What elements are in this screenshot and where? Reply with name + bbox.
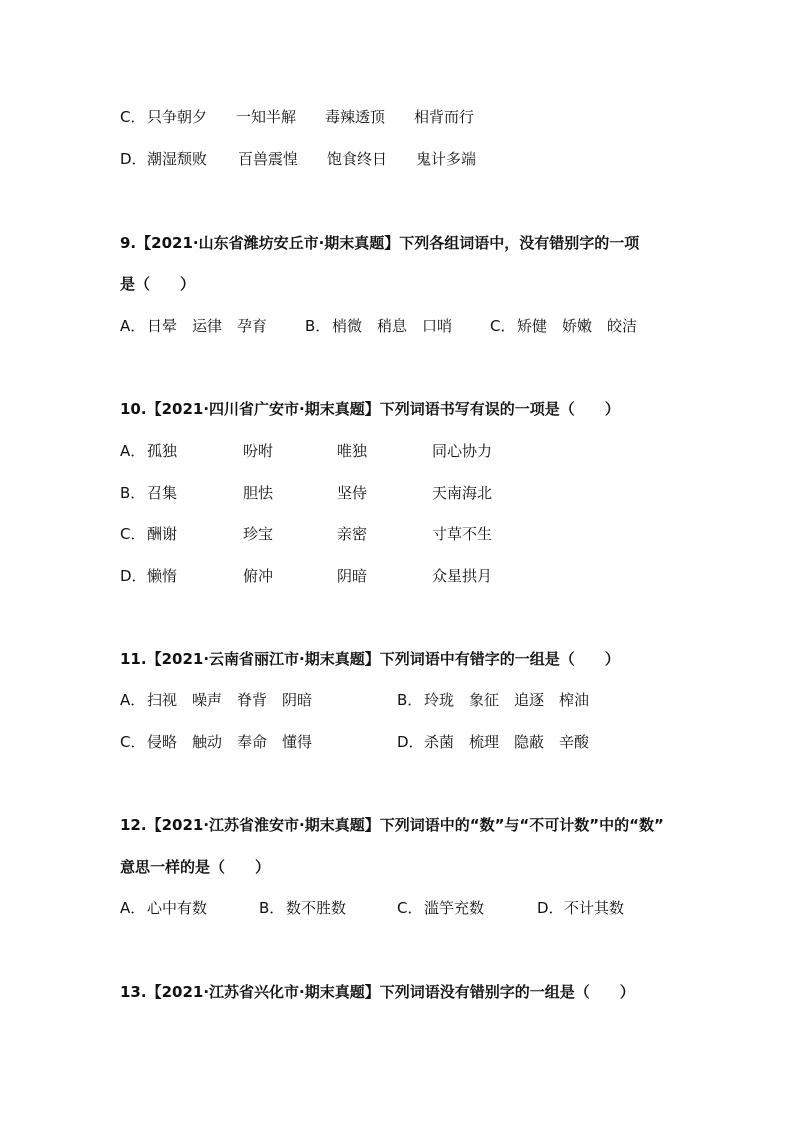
option-word: 潮湿颓败: [147, 150, 208, 168]
question-stem: 13.【2021·江苏省兴化市·期末真题】下列词语没有错别字的一组是（ ）: [120, 983, 635, 1001]
option-word: 梳理: [469, 733, 500, 751]
option-word: 追逐: [514, 691, 545, 709]
option-word: 皎洁: [607, 317, 638, 335]
option-letter: B．: [259, 899, 285, 917]
option-word: 侵略: [147, 733, 178, 751]
option-letter: A．: [120, 691, 146, 709]
option-word: 天南海北: [432, 484, 493, 502]
question-stem: 11.【2021·云南省丽江市·期末真题】下列词语中有错字的一组是（ ）: [120, 650, 620, 668]
option-word: 只争朝夕: [147, 108, 208, 126]
option-word: 触动: [192, 733, 223, 751]
option-word: 毒辣透顶: [325, 108, 386, 126]
question-stem: 9.【2021·山东省潍坊安丘市·期末真题】下列各组词语中，没有错别字的一项: [120, 234, 640, 252]
option-word: 懒惰: [147, 567, 178, 585]
option-word: 脊背: [237, 691, 268, 709]
option-word: 孤独: [147, 442, 178, 460]
option-word: 一知半解: [236, 108, 297, 126]
option-word: 日晕: [147, 317, 178, 335]
option-word: 唯独: [337, 442, 368, 460]
option-word: 滥竽充数: [424, 899, 485, 917]
option-letter: D．: [120, 567, 147, 585]
option-word: 阴暗: [282, 691, 313, 709]
option-word: 榨油: [559, 691, 590, 709]
option-word: 噪声: [192, 691, 223, 709]
option-word: 辛酸: [559, 733, 590, 751]
option-letter: C．: [120, 108, 146, 126]
option-letter: C．: [120, 525, 146, 543]
option-word: 心中有数: [147, 899, 208, 917]
option-word: 运律: [192, 317, 223, 335]
option-word: 召集: [147, 484, 178, 502]
option-word: 奉命: [237, 733, 268, 751]
option-word: 饱食终日: [327, 150, 388, 168]
option-letter: B．: [397, 691, 423, 709]
option-word: 稍息: [377, 317, 408, 335]
option-word: 同心协力: [432, 442, 493, 460]
option-word: 杀菌: [424, 733, 455, 751]
option-letter: C．: [490, 317, 516, 335]
option-word: 众星拱月: [432, 567, 493, 585]
question-stem: 是（ ）: [120, 275, 196, 293]
option-word: 隐蔽: [514, 733, 545, 751]
option-word: 不计其数: [564, 899, 625, 917]
option-letter: C．: [120, 733, 146, 751]
option-word: 玲珑: [424, 691, 455, 709]
option-word: 矫健: [517, 317, 548, 335]
option-word: 百兽震惶: [238, 150, 299, 168]
question-stem: 意思一样的是（ ）: [120, 858, 271, 876]
option-letter: A．: [120, 317, 146, 335]
option-letter: B．: [305, 317, 331, 335]
option-word: 阴暗: [337, 567, 368, 585]
question-stem: 12.【2021·江苏省淮安市·期末真题】下列词语中的“数”与“不可计数”中的“数”: [120, 816, 664, 834]
option-word: 梢微: [332, 317, 363, 335]
option-letter: B．: [120, 484, 146, 502]
option-word: 寸草不生: [432, 525, 493, 543]
option-word: 坚侍: [337, 484, 368, 502]
option-word: 鬼计多端: [416, 150, 477, 168]
option-word: 亲密: [337, 525, 368, 543]
option-word: 酬谢: [147, 525, 178, 543]
option-word: 懂得: [282, 733, 313, 751]
option-letter: D．: [537, 899, 564, 917]
option-word: 珍宝: [243, 525, 274, 543]
option-word: 胆怯: [243, 484, 274, 502]
question-stem: 10.【2021·四川省广安市·期末真题】下列词语书写有误的一项是（ ）: [120, 400, 620, 418]
option-word: 孕育: [237, 317, 268, 335]
option-letter: D．: [120, 150, 147, 168]
option-word: 数不胜数: [286, 899, 347, 917]
option-word: 扫视: [147, 691, 178, 709]
option-word: 娇嫩: [562, 317, 593, 335]
option-word: 口哨: [422, 317, 453, 335]
option-word: 象征: [469, 691, 500, 709]
option-word: 吩咐: [243, 442, 274, 460]
option-word: 俯冲: [243, 567, 274, 585]
option-letter: A．: [120, 899, 146, 917]
option-letter: A．: [120, 442, 146, 460]
option-word: 相背而行: [414, 108, 475, 126]
option-letter: C．: [397, 899, 423, 917]
option-letter: D．: [397, 733, 424, 751]
